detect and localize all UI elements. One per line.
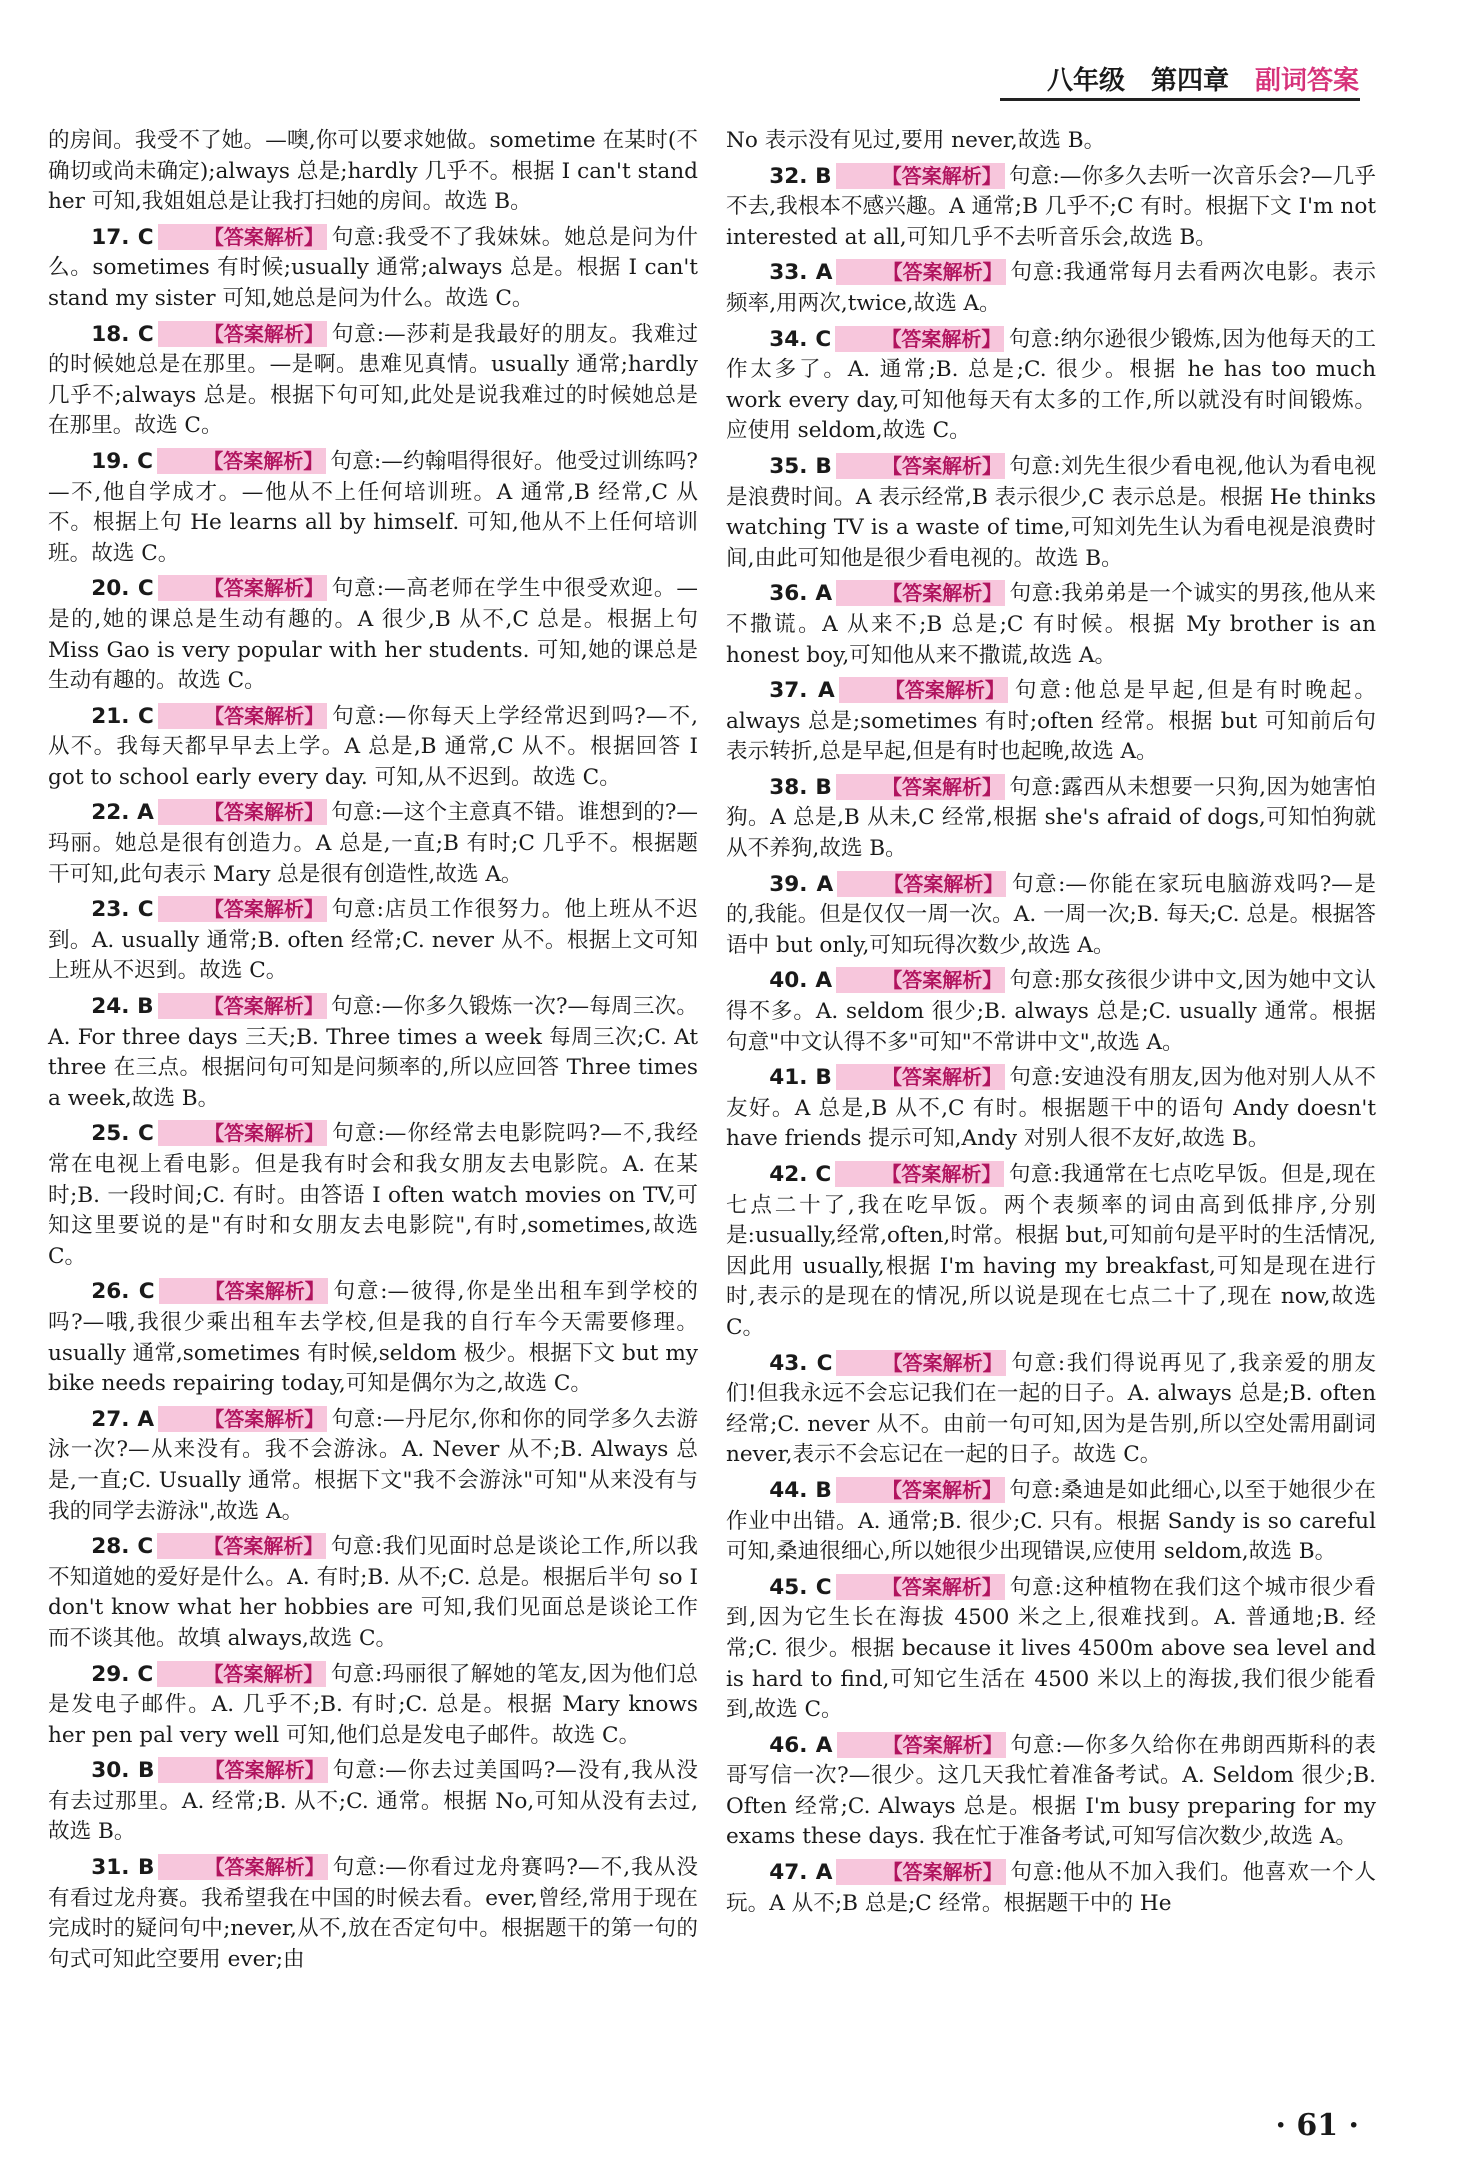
answer-number: 28. C [91, 1534, 154, 1560]
header-section: 副词答案 [1254, 66, 1359, 96]
answer-item [48, 798, 698, 890]
answer-number: 21. C [91, 703, 154, 729]
answer-number: 24. B [91, 994, 154, 1020]
answer-item [48, 1405, 698, 1527]
answer-text: 句意:露西从未想要一只狗,因为她害怕狗。A 总是,B 从未,C 经常,根据 she's afraid of dogs,可知怕狗就从不养狗,故选 B。 [726, 774, 1376, 862]
answer-text: 句意:他从不加入我们。他喜欢一个人玩。A 从不;B 总是;C 经常。根据题干中的 He [726, 1860, 1376, 1916]
answer-number: 20. C [91, 576, 154, 602]
answer-number: 23. C [91, 897, 154, 923]
answer-text: 句意:我们得说再见了,我亲爱的朋友们!但我永远不会忘记我们在一起的日子。A. always 总是;B. often 经常;C. never 从不。由前一句可知,因为是告别,所以空处需用副词 never,表示不会忘记在一起的日子。故选 C。 [726, 1350, 1377, 1468]
answer-text: 句意:—你去过美国吗?—没有,我从没有去过那里。A. 经常;B. 从不;C. 通常。根据 No,可知从没有去过,故选 B。 [48, 1758, 699, 1845]
header-chapter: 第四章 [1150, 66, 1229, 96]
answer-analysis-tag: 【答案解析】 [836, 259, 1005, 285]
answer-text: 句意:我们见面时总是谈论工作,所以我不知道她的爱好是什么。A. 有时;B. 从不;C. 总是。根据后半句 so I don't know what her hobbies are 可知,我们见面总是谈论工作而不谈其他。故填 always,故选 C。 [48, 1534, 698, 1651]
answer-item [48, 992, 698, 1114]
answer-text: 句意:店员工作很努力。他上班从不迟到。A. usually 通常;B. often 经常;C. never 从不。根据上文可知上班从不迟到。故选 C。 [48, 897, 698, 984]
answer-analysis-tag: 【答案解析】 [158, 799, 327, 825]
answer-item [48, 1277, 698, 1399]
answer-text: 句意:—莎莉是我最好的朋友。我难过的时候她总是在那里。—是啊。患难见真情。usually 通常;hardly 几乎不;always 总是。根据下句可知,此处是说我难过的时候她总是在那里。故选 C。 [48, 321, 698, 439]
answer-item [726, 1063, 1376, 1155]
answer-text: 句意:桑迪是如此细心,以至于她很少在作业中出错。A. 通常;B. 很少;C. 只有。根据 Sandy is so careful 可知,桑迪很细心,所以她很少出现错误,应使用 seldom,故选 B。 [726, 1477, 1376, 1565]
answer-item [48, 1532, 698, 1654]
header-grade: 八年级 [1046, 66, 1125, 96]
answer-item [48, 223, 698, 315]
answer-analysis-tag: 【答案解析】 [839, 677, 1008, 703]
answer-number: 40. A [769, 968, 833, 994]
answer-text: 句意:我通常在七点吃早饭。但是,现在七点二十了,我在吃早饭。两个表频率的词由高到低排序,分别是:usually,经常,often,时常。根据 but,可知前句是平时的生活情况,因此用 usually,根据 I'm having my breakfast,可知是现在进行时,表示的是现在的情况,所以说是现在七点二十了,现在 now,故选 C。 [726, 1162, 1376, 1340]
answer-analysis-tag: 【答案解析】 [836, 1350, 1005, 1376]
answer-item [726, 1731, 1376, 1853]
answer-item [726, 966, 1376, 1058]
answer-analysis-tag: 【答案解析】 [158, 321, 327, 347]
answer-number: 30. B [91, 1758, 155, 1784]
answer-analysis-tag: 【答案解析】 [158, 1854, 327, 1880]
answer-text: 句意:这种植物在我们这个城市很少看到,因为它生长在海拔 4500 米之上,很难找到。A. 普通地;B. 经常;C. 很少。根据 because it lives 4500m above sea level and is hard to find,可知它生活在 4500 米以上的海拔,我们很少能看到,故选 C。 [726, 1574, 1376, 1723]
answer-analysis-tag: 【答案解析】 [836, 774, 1005, 800]
left-column [48, 126, 698, 1980]
answer-number: 38. B [769, 774, 832, 800]
answer-analysis-tag: 【答案解析】 [836, 453, 1005, 479]
answer-number: 37. A [769, 678, 835, 704]
answer-analysis-tag: 【答案解析】 [836, 967, 1005, 993]
answer-analysis-tag: 【答案解析】 [158, 575, 327, 601]
answer-text: 句意:—你多久去听一次音乐会?—几乎不去,我根本不感兴趣。A 通常;B 几乎不;C 有时。根据下文 I'm not interested at all,可知几乎不去听音乐会,故选 B。 [726, 163, 1377, 250]
answer-number: 43. C [769, 1350, 833, 1376]
answer-item [726, 1349, 1376, 1471]
answer-text: 句意:他总是早起,但是有时晚起。always 总是;sometimes 有时;often 经常。根据 but 可知前后句表示转折,总是早起,但是有时也起晚,故选 A。 [726, 678, 1377, 765]
answer-analysis-tag: 【答案解析】 [158, 703, 327, 729]
answer-item [48, 447, 698, 569]
answer-number: 19. C [91, 448, 154, 474]
answer-item [48, 574, 698, 696]
answer-text: 句意:那女孩很少讲中文,因为她中文认得不多。A. seldom 很少;B. always 总是;C. usually 通常。根据句意"中文认得不多"可知"不常讲中文",故选 A。 [726, 968, 1377, 1055]
answer-item [48, 1119, 698, 1272]
answer-text: 句意:—你经常去电影院吗?—不,我经常在电视上看电影。但是我有时会和我女朋友去电影院。A. 在某时;B. 一段时间;C. 有时。由答语 I often watch movies on TV,可知这里要说的是"有时和女朋友去电影院",有时,sometimes,故选 C。 [48, 1121, 698, 1269]
answer-item [726, 258, 1376, 319]
answer-analysis-tag: 【答案解析】 [158, 896, 327, 922]
answer-text: 句意:—约翰唱得很好。他受过训练吗?—不,他自学成才。—他从不上任何培训班。A 通常,B 经常,C 从不。根据上句 He learns all by himself. 可知,他从不上任何培训班。故选 C。 [48, 448, 698, 566]
answer-item [48, 702, 698, 794]
answer-analysis-tag: 【答案解析】 [836, 1859, 1005, 1885]
answer-analysis-tag: 【答案解析】 [157, 1533, 326, 1559]
answer-item [726, 325, 1376, 447]
answer-number: 45. C [769, 1574, 832, 1600]
answer-analysis-tag: 【答案解析】 [158, 1757, 327, 1783]
answer-text: 句意:安迪没有朋友,因为他对别人从不友好。A 总是,B 从不,C 有时。根据题干中的语句 Andy doesn't have friends 提示可知,Andy 对别人很不友好,故选 B。 [726, 1065, 1376, 1152]
answer-analysis-tag: 【答案解析】 [158, 224, 327, 250]
answer-text: 句意:我弟弟是一个诚实的男孩,他从来不撒谎。A 从来不;B 总是;C 有时候。根据 My brother is an honest boy,可知他从来不撒谎,故选 A。 [726, 581, 1377, 668]
right-column [726, 126, 1376, 1924]
answer-analysis-tag: 【答案解析】 [157, 448, 326, 474]
answer-number: 22. A [91, 800, 154, 826]
answer-item [726, 1160, 1376, 1344]
answer-number: 31. B [91, 1855, 155, 1881]
answer-analysis-tag: 【答案解析】 [836, 1477, 1005, 1503]
answer-number: 36. A [769, 581, 833, 607]
answer-number: 41. B [769, 1065, 832, 1091]
answer-item [726, 773, 1376, 865]
answer-number: 35. B [769, 453, 832, 479]
answer-text: 句意:—高老师在学生中很受欢迎。—是的,她的课总是生动有趣的。A 很少,B 从不,C 总是。根据上句 Miss Gao is very popular with her students. 可知,她的课总是生动有趣的。故选 C。 [48, 576, 698, 694]
answer-analysis-tag: 【答案解析】 [159, 1278, 328, 1304]
answer-text: 句意:—彼得,你是坐出租车到学校的吗?—哦,我很少乘出租车去学校,但是我的自行车今天需要修理。usually 通常,sometimes 有时候,seldom 极少。根据下文 but my bike needs repairing today,可知是偶尔为之,故选 C。 [48, 1279, 699, 1397]
page-number: · 61 · [1275, 2108, 1359, 2143]
answer-text: 句意:玛丽很了解她的笔友,因为他们总是发电子邮件。A. 几乎不;B. 有时;C. 总是。根据 Mary knows her pen pal very well 可知,他们总是发电子邮件。故选 C。 [48, 1661, 698, 1748]
answer-text: 句意:—你多久给你在弗朗西斯科的表哥写信一次?—很少。这几天我忙着准备考试。A. Seldom 很少;B. Often 经常;C. Always 总是。根据 I'm busy preparing for my exams these days. 我在忙于准备考试,可知写信次数少,故选 A。 [726, 1732, 1376, 1850]
answer-item [48, 1660, 698, 1752]
answer-analysis-tag: 【答案解析】 [836, 163, 1005, 189]
answer-analysis-tag: 【答案解析】 [835, 326, 1004, 352]
answer-number: 34. C [769, 326, 832, 352]
answer-analysis-tag: 【答案解析】 [158, 1406, 327, 1432]
answer-text: 句意:—丹尼尔,你和你的同学多久去游泳一次?—从来没有。我不会游泳。A. Never 从不;B. Always 总是,一直;C. Usually 通常。根据下文"我不会游泳"可知"从来没有与我的同学去游泳",故选 A。 [48, 1406, 699, 1524]
answer-text: 句意:—你多久锻炼一次?—每周三次。A. For three days 三天;B. Three times a week 每周三次;C. At three 在三点。根据问句可知是问频率的,所以应回答 Three times a week,故选 B。 [48, 994, 699, 1111]
answer-item [726, 870, 1376, 962]
answer-number: 32. B [769, 163, 832, 189]
answer-number: 47. A [769, 1860, 833, 1886]
answer-text: 句意:—这个主意真不错。谁想到的?—玛丽。她总是很有创造力。A 总是,一直;B 有时;C 几乎不。根据题干可知,此句表示 Mary 总是很有创造性,故选 A。 [48, 800, 699, 887]
answer-analysis-tag: 【答案解析】 [158, 1120, 327, 1146]
answer-number: 25. C [91, 1121, 154, 1147]
answer-analysis-tag: 【答案解析】 [836, 1574, 1005, 1600]
answer-number: 26. C [91, 1279, 155, 1305]
answer-item [726, 676, 1376, 768]
answer-number: 29. C [91, 1661, 154, 1687]
answer-number: 27. A [91, 1406, 155, 1432]
answer-number: 18. C [91, 321, 154, 347]
answer-analysis-tag: 【答案解析】 [158, 993, 327, 1019]
answer-text: 句意:我受不了我妹妹。她总是问为什么。sometimes 有时候;usually 通常;always 总是。根据 I can't stand my sister 可知,她总是问为什么。故选 C。 [48, 224, 698, 311]
answer-number: 42. C [769, 1162, 832, 1187]
answer-item [48, 1853, 698, 1975]
answer-item [726, 1858, 1376, 1919]
right-intro-paragraph: No 表示没有见过,要用 never,故选 B。 [726, 128, 1106, 153]
answer-analysis-tag: 【答案解析】 [837, 1732, 1006, 1758]
answer-item [726, 1476, 1376, 1568]
answer-number: 39. A [769, 871, 834, 897]
answer-number: 44. B [769, 1477, 832, 1503]
answer-item [726, 452, 1376, 574]
left-intro-paragraph: 的房间。我受不了她。—噢,你可以要求她做。sometime 在某时(不确切或尚未确定);always 总是;hardly 几乎不。根据 I can't stand her 可知,我姐姐总是让我打扫她的房间。故选 B。 [48, 128, 698, 215]
answer-analysis-tag: 【答案解析】 [835, 1161, 1004, 1187]
page-header [1047, 60, 1359, 97]
answer-analysis-tag: 【答案解析】 [836, 580, 1005, 606]
answer-text: 句意:刘先生很少看电视,他认为看电视是浪费时间。A 表示经常,B 表示很少,C 表示总是。根据 He thinks watching TV is a waste of time,可知刘先生认为看电视是浪费时间,由此可知他是很少看电视的。故选 B。 [726, 453, 1376, 571]
answer-item [726, 1573, 1376, 1726]
left-answer-list [48, 223, 698, 1976]
answer-text: 句意:—你能在家玩电脑游戏吗?—是的,我能。但是仅仅一周一次。A. 一周一次;B. 每天;C. 总是。根据答语中 but only,可知玩得次数少,故选 A。 [726, 871, 1377, 958]
answer-item [726, 579, 1376, 671]
answer-analysis-tag: 【答案解析】 [157, 1661, 326, 1687]
answer-item [48, 1756, 698, 1848]
answer-item [726, 162, 1376, 254]
answer-analysis-tag: 【答案解析】 [837, 871, 1006, 897]
answer-text: 句意:—你看过龙舟赛吗?—不,我从没有看过龙舟赛。我希望我在中国的时候去看。ever,曾经,常用于现在完成时的疑问句中;never,从不,放在否定句中。根据题干的第一句的句式可知此空要用 ever;由 [48, 1855, 699, 1972]
answer-text: 句意:我通常每月去看两次电影。表示频率,用两次,twice,故选 A。 [726, 260, 1376, 316]
answer-text: 句意:—你每天上学经常迟到吗?—不,从不。我每天都早早去上学。A 总是,B 通常,C 从不。根据回答 I got to school early every day. 可知,从不迟到。故选 C。 [48, 703, 698, 790]
answer-number: 46. A [769, 1732, 833, 1758]
answer-number: 33. A [769, 260, 833, 286]
answer-item [48, 895, 698, 987]
answer-item [48, 320, 698, 442]
answer-number: 17. C [91, 224, 154, 250]
header-rule [1000, 98, 1360, 101]
right-answer-list [726, 162, 1376, 1920]
answer-analysis-tag: 【答案解析】 [836, 1064, 1005, 1090]
answer-text: 句意:纳尔逊很少锻炼,因为他每天的工作太多了。A. 通常;B. 总是;C. 很少。根据 he has too much work every day,可知他每天有太多的工作,所以就没有时间锻炼。应使用 seldom,故选 C。 [726, 326, 1376, 444]
